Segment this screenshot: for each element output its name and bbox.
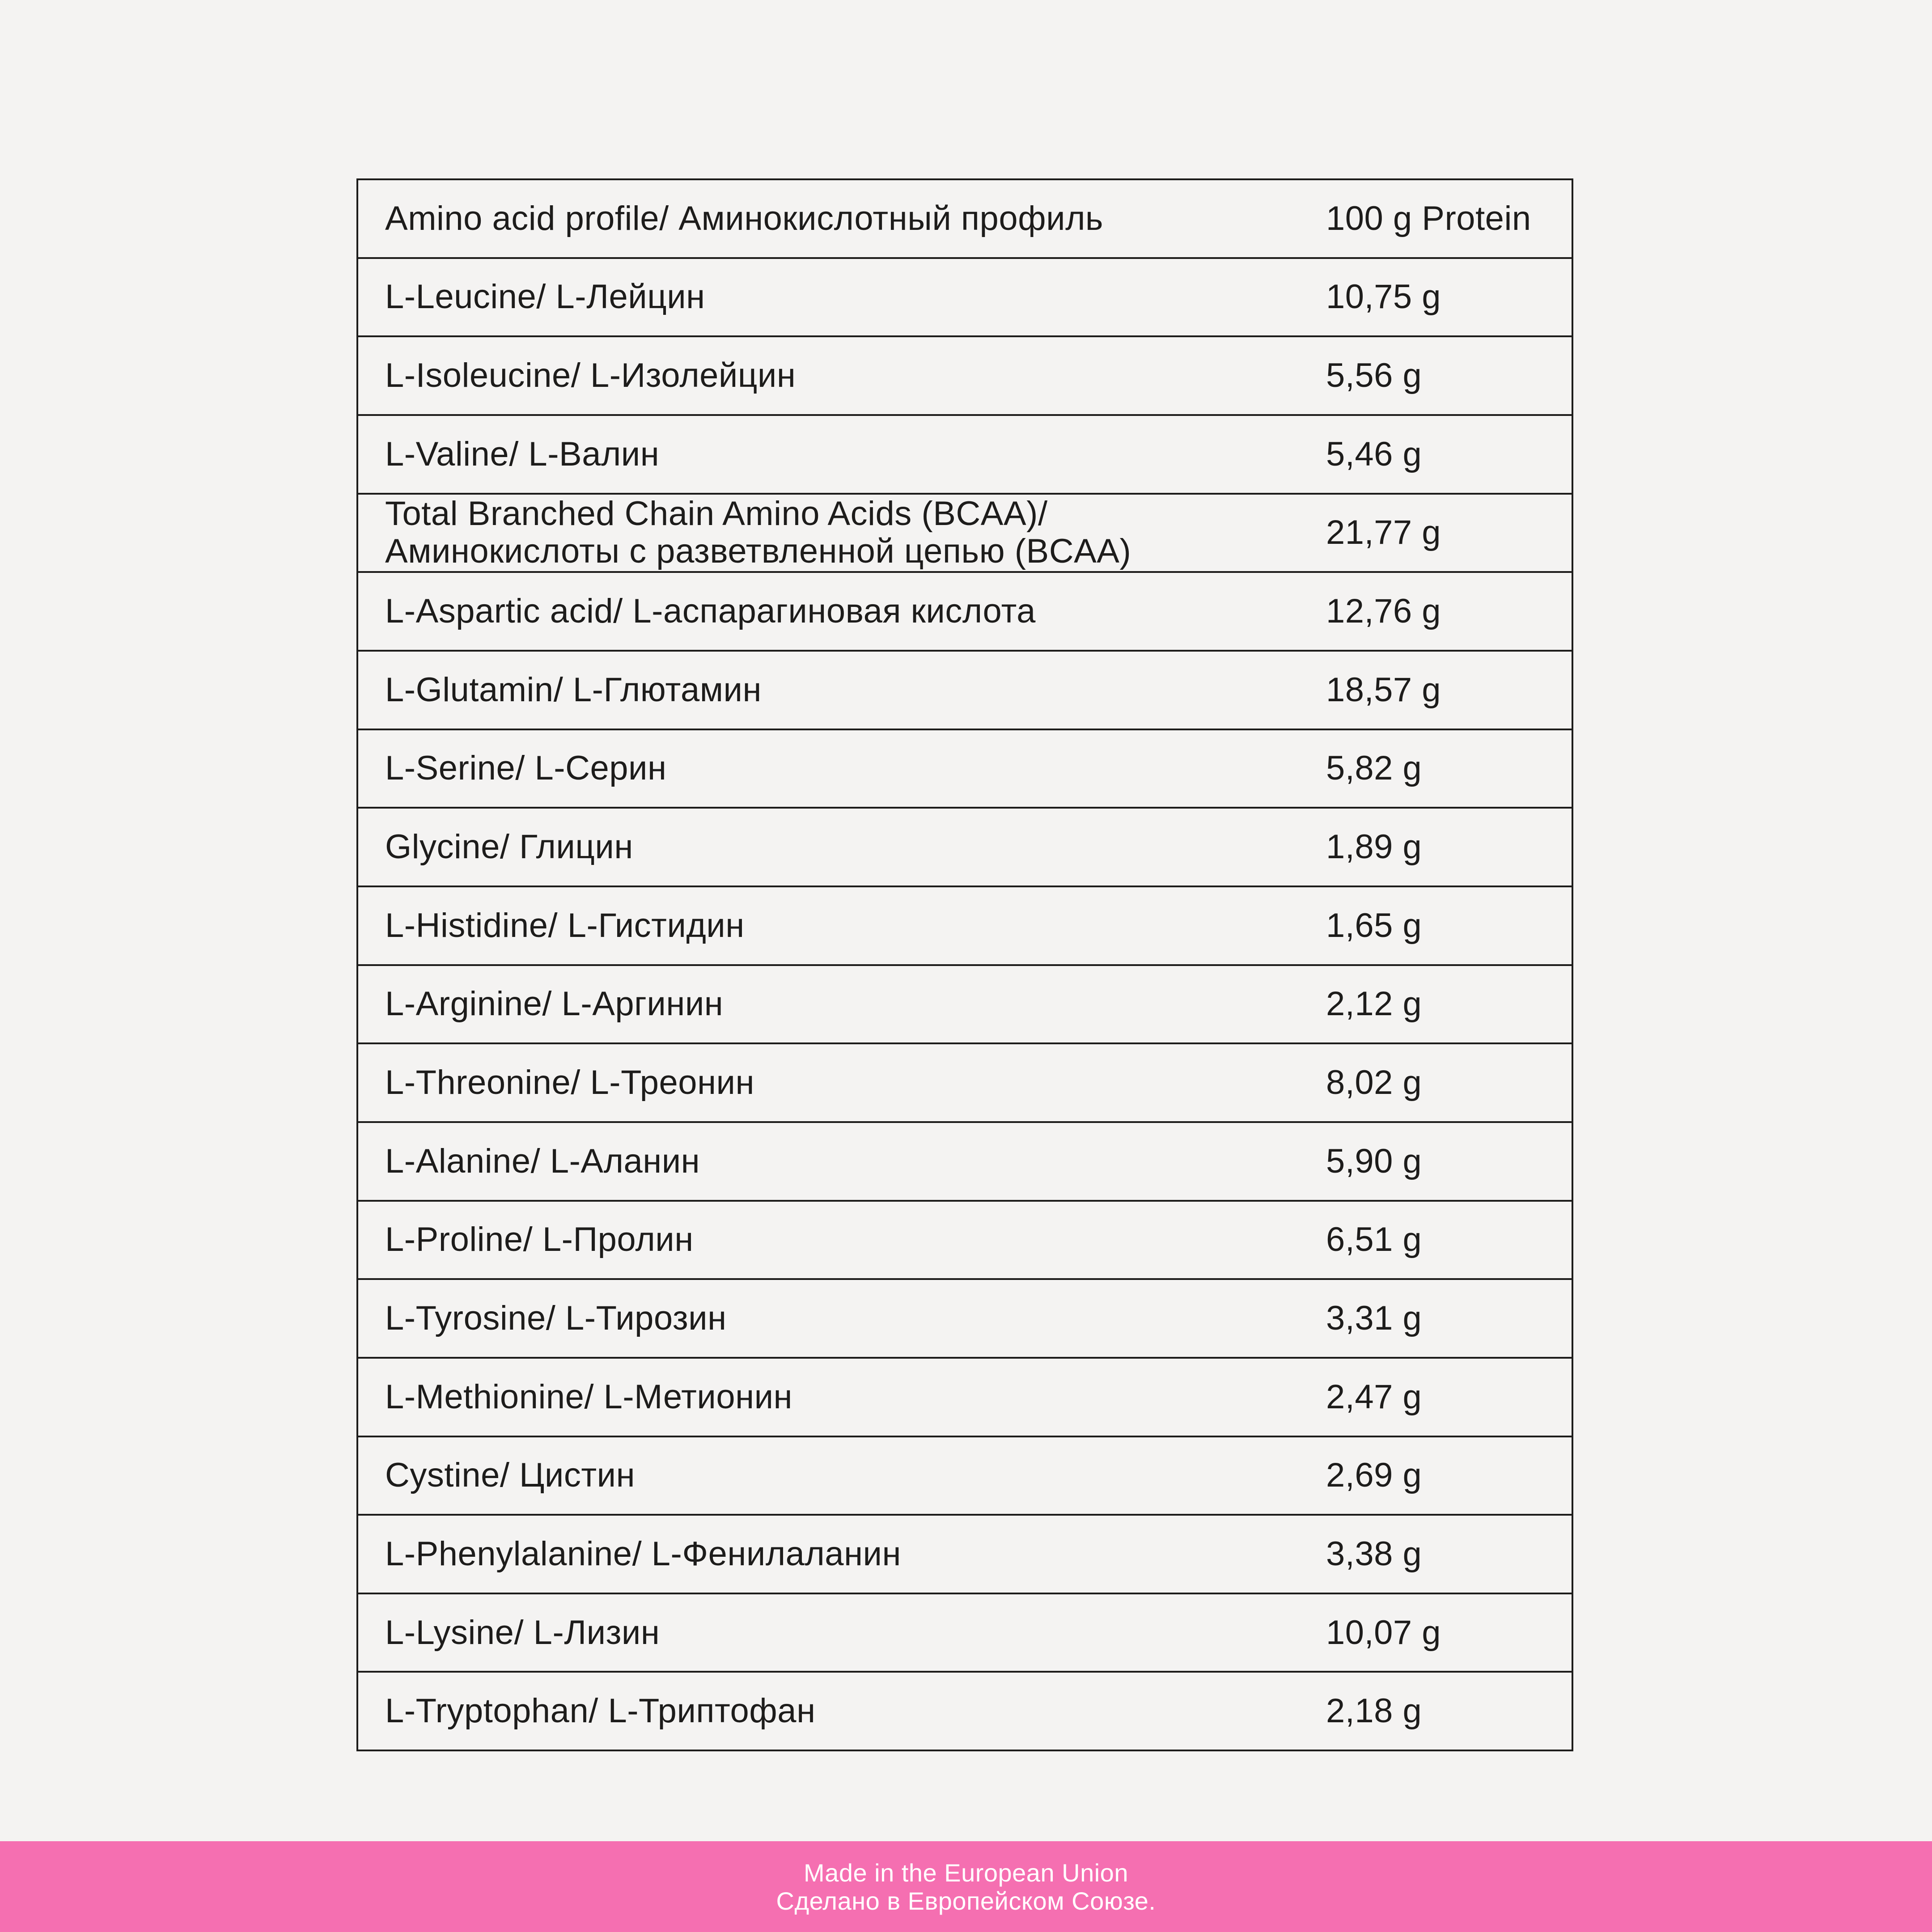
amino-label: L-Arginine/ L-Аргинин bbox=[385, 985, 724, 1023]
table-row bbox=[358, 1594, 1572, 1673]
amino-label: Cystine/ Цистин bbox=[385, 1456, 636, 1495]
amino-value: 18,57 g bbox=[1326, 670, 1441, 709]
amino-label: L-Alanine/ L-Аланин bbox=[385, 1142, 700, 1180]
table-row bbox=[358, 1516, 1572, 1594]
amino-label: L-Phenylalanine/ L-Фенилаланин bbox=[385, 1534, 901, 1573]
amino-value: 2,12 g bbox=[1326, 985, 1422, 1023]
table-row-bcaa-total bbox=[358, 495, 1572, 573]
amino-value: 3,38 g bbox=[1326, 1534, 1422, 1573]
amino-value: 12,76 g bbox=[1326, 592, 1441, 631]
table-row bbox=[358, 1280, 1572, 1359]
amino-acid-table bbox=[356, 178, 1573, 1751]
table-header-row bbox=[358, 180, 1572, 259]
made-in-eu-text-en: Made in the European Union bbox=[804, 1858, 1128, 1887]
amino-value: 10,75 g bbox=[1326, 278, 1441, 316]
table-row bbox=[358, 887, 1572, 966]
amino-label: L-Tryptophan/ L-Триптофан bbox=[385, 1692, 816, 1730]
table-row bbox=[358, 1044, 1572, 1123]
amino-value: 2,47 g bbox=[1326, 1377, 1422, 1416]
table-row bbox=[358, 416, 1572, 495]
amino-value: 10,07 g bbox=[1326, 1613, 1441, 1652]
table-row bbox=[358, 1123, 1572, 1202]
made-in-eu-banner bbox=[0, 1841, 1932, 1932]
amino-label: L-Lysine/ L-Лизин bbox=[385, 1613, 660, 1652]
table-row bbox=[358, 337, 1572, 416]
amino-value: 1,65 g bbox=[1326, 906, 1422, 945]
amino-value: 5,82 g bbox=[1326, 749, 1422, 788]
amino-label: Glycine/ Глицин bbox=[385, 828, 633, 866]
amino-value: 2,18 g bbox=[1326, 1692, 1422, 1730]
amino-label: L-Methionine/ L-Метионин bbox=[385, 1377, 793, 1416]
amino-value: 3,31 g bbox=[1326, 1299, 1422, 1338]
table-row bbox=[358, 1202, 1572, 1280]
amino-value: 5,56 g bbox=[1326, 356, 1422, 395]
table-header-title: Amino acid profile/ Аминокислотный профиль bbox=[385, 199, 1104, 237]
amino-label: L-Tyrosine/ L-Тирозин bbox=[385, 1299, 727, 1338]
table-row bbox=[358, 730, 1572, 809]
amino-label: L-Proline/ L-Пролин bbox=[385, 1220, 694, 1259]
table-row bbox=[358, 1359, 1572, 1437]
amino-label: Total Branched Chain Amino Acids (BCAA)/ Аминокислоты с разветвленной цепью (BCAA) bbox=[385, 495, 1131, 571]
table-row bbox=[358, 1673, 1572, 1750]
made-in-eu-text-ru: Сделано в Европейском Союзе. bbox=[776, 1886, 1156, 1915]
table-header-value: 100 g Protein bbox=[1326, 199, 1531, 237]
table-row bbox=[358, 652, 1572, 730]
amino-value: 5,90 g bbox=[1326, 1142, 1422, 1180]
amino-value: 21,77 g bbox=[1326, 513, 1441, 552]
table-row bbox=[358, 966, 1572, 1045]
amino-label: L-Aspartic acid/ L-аспарагиновая кислота bbox=[385, 592, 1036, 631]
table-row bbox=[358, 809, 1572, 887]
amino-label: L-Leucine/ L-Лейцин bbox=[385, 278, 705, 316]
amino-label: L-Histidine/ L-Гистидин bbox=[385, 906, 745, 945]
table-row bbox=[358, 573, 1572, 652]
amino-label: L-Valine/ L-Валин bbox=[385, 435, 660, 473]
amino-label: L-Isoleucine/ L-Изолейцин bbox=[385, 356, 796, 395]
amino-label: L-Threonine/ L-Треонин bbox=[385, 1063, 754, 1102]
table-row bbox=[358, 259, 1572, 338]
amino-label: L-Glutamin/ L-Глютамин bbox=[385, 670, 762, 709]
amino-value: 2,69 g bbox=[1326, 1456, 1422, 1495]
amino-value: 5,46 g bbox=[1326, 435, 1422, 473]
amino-value: 1,89 g bbox=[1326, 828, 1422, 866]
amino-value: 8,02 g bbox=[1326, 1063, 1422, 1102]
amino-label: L-Serine/ L-Серин bbox=[385, 749, 667, 788]
amino-value: 6,51 g bbox=[1326, 1220, 1422, 1259]
table-row bbox=[358, 1437, 1572, 1516]
